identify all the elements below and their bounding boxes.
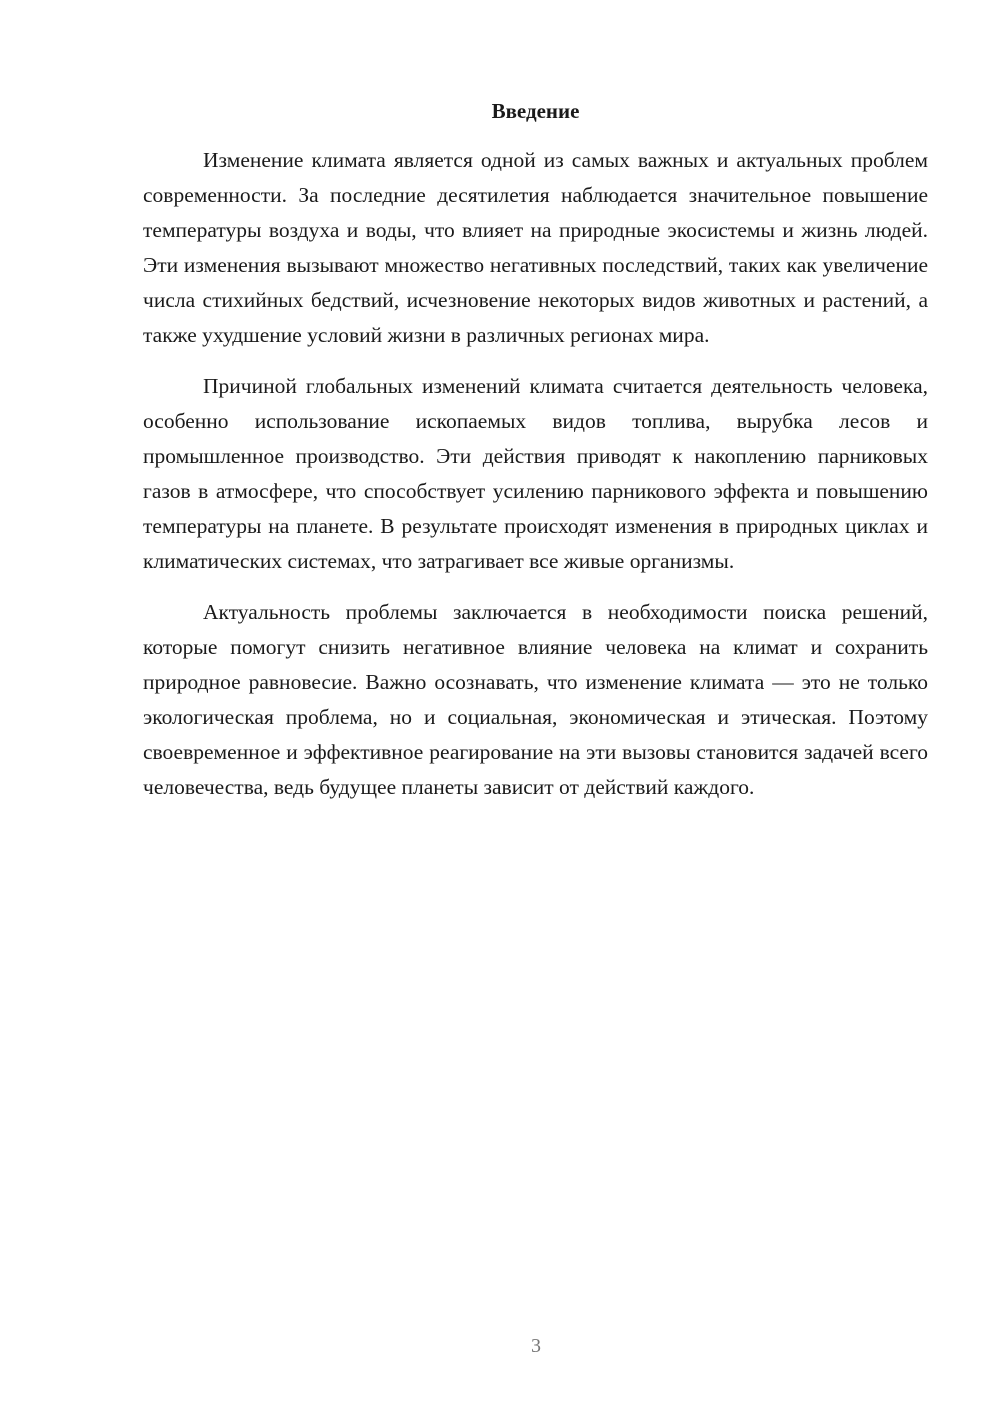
page-number: 3	[531, 1335, 541, 1357]
paragraph-3: Актуальность проблемы заключается в необходимости поиска решений, которые помогут снизить негативное влияние человека на климат и сохранить природное равновесие. Важно осознавать, что изменение климата — это не только экологическая проблема, но и социальная, экономическая и этическая. Поэтому своевременное и эффективное реагирование на эти вызовы становится задачей всего человечества, ведь будущее планеты зависит от действий каждого.	[143, 600, 928, 799]
section-heading: Введение	[491, 99, 580, 123]
body-text	[143, 143, 928, 821]
paragraph-1: Изменение климата является одной из самых важных и актуальных проблем современности. За последние десятилетия наблюдается значительное повышение температуры воздуха и воды, что влияет на природные экосистемы и жизнь людей. Эти изменения вызывают множество негативных последствий, таких как увеличение числа стихийных бедствий, исчезновение некоторых видов животных и растений, а также ухудшение условий жизни в различных регионах мира.	[143, 148, 928, 347]
paragraph-2: Причиной глобальных изменений климата считается деятельность человека, особенно использование ископаемых видов топлива, вырубка лесов и промышленное производство. Эти действия приводят к накоплению парниковых газов в атмосфере, что способствует усилению парникового эффекта и повышению температуры на планете. В результате происходят изменения в природных циклах и климатических системах, что затрагивает все живые организмы.	[143, 374, 928, 573]
